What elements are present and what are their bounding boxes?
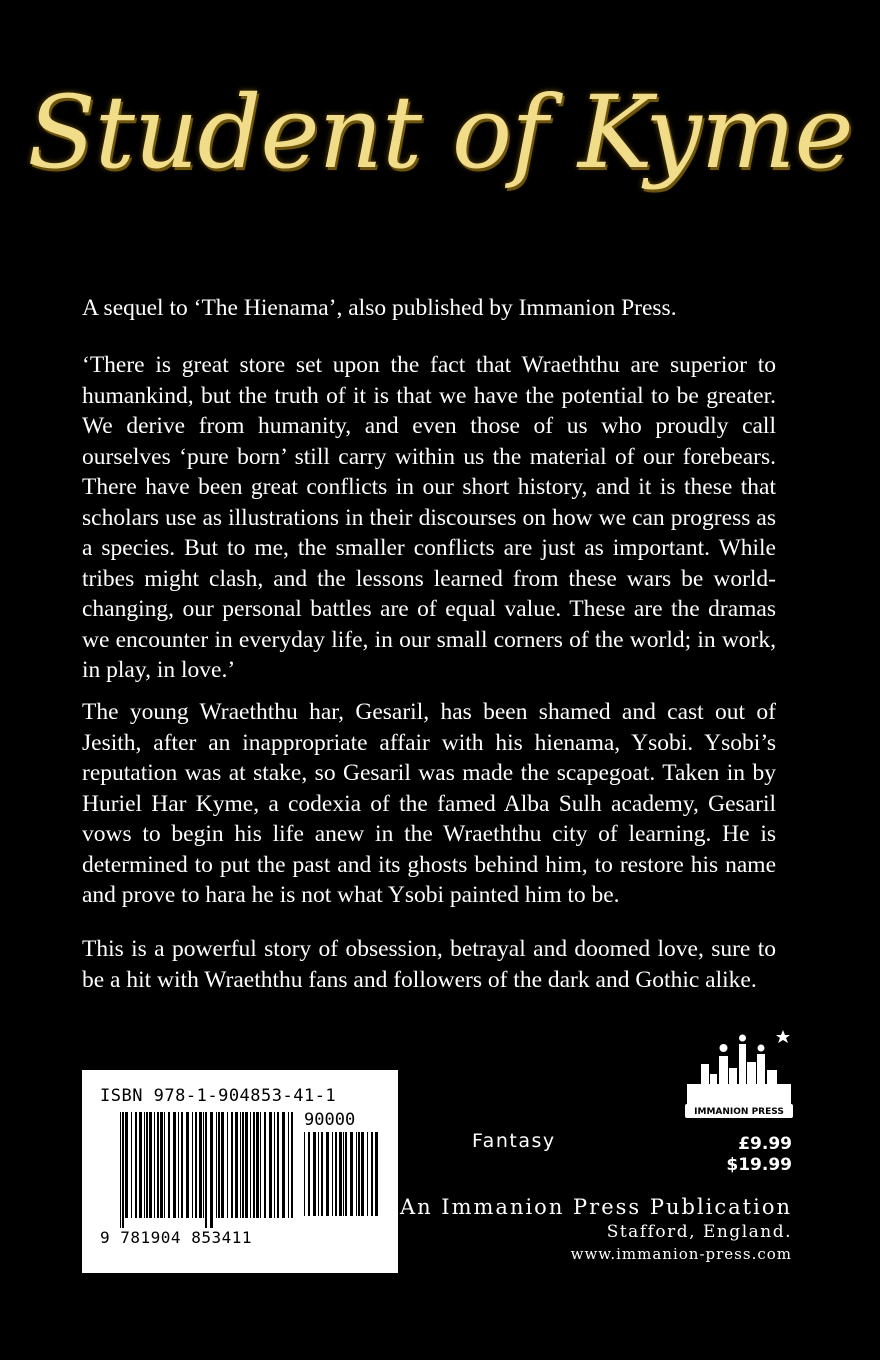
book-title: Student of Kyme xyxy=(27,74,853,191)
isbn-text: ISBN 978-1-904853-41-1 xyxy=(100,1086,337,1106)
blurb-quote: ‘There is great store set upon the fact that Wraeththu are superior to humankind, but the truth of it is that we have the potential to be greater. We derive from humanity, and even those of us who proudly call ourselves ‘pure born’ still carry within us the material of our forebears. There have been great conflicts in our short history, and it is these that scholars use as illustrations in their discourses on how we can progress as a species. But to me, the smaller conflicts are just as important. While tribes might clash, and the lessons learned from these wars be world-changing, our personal battles are of equal value. These are the dramas we encounter in everyday life, in our small corners of the world; in work, in play, in love.’ xyxy=(82,352,776,683)
publisher-website: www.immanion-press.com xyxy=(570,1245,792,1263)
publisher-place: Stafford, England. xyxy=(606,1222,792,1242)
barcode-bars xyxy=(120,1112,296,1228)
addon-bars xyxy=(304,1132,380,1226)
barcode-box xyxy=(82,1070,398,1273)
logo-text: IMMANION PRESS xyxy=(694,1107,784,1117)
blurb-closing: This is a powerful story of obsession, betrayal and doomed love, sure to be a hit with Wraeththu fans and followers of the dark and Gothic alike. xyxy=(82,936,776,993)
barcode-digits: 9 781904 853411 xyxy=(100,1228,252,1247)
barcode-addon: 90000 xyxy=(304,1110,356,1130)
genre-label: Fantasy xyxy=(472,1130,556,1152)
immanion-press-logo xyxy=(683,1026,795,1120)
blurb-intro: A sequel to ‘The Hienama’, also published by Immanion Press. xyxy=(82,295,677,321)
publisher-name: An Immanion Press Publication xyxy=(399,1195,792,1219)
blurb-synopsis: The young Wraeththu har, Gesaril, has been shamed and cast out of Jesith, after an inappropriate affair with his hienama, Ysobi. Ysobi’s reputation was at stake, so Gesaril was made the scapegoat. Taken in by Huriel Har Kyme, a codexia of the famed Alba Sulh academy, Gesaril vows to begin his life anew in the Wraeththu city of learning. He is determined to put the past and its ghosts behind him, to restore his name and prove to hara he is not what Ysobi painted him to be. xyxy=(82,699,776,908)
price-usd: $19.99 xyxy=(726,1155,792,1175)
price-gbp: £9.99 xyxy=(738,1134,792,1154)
